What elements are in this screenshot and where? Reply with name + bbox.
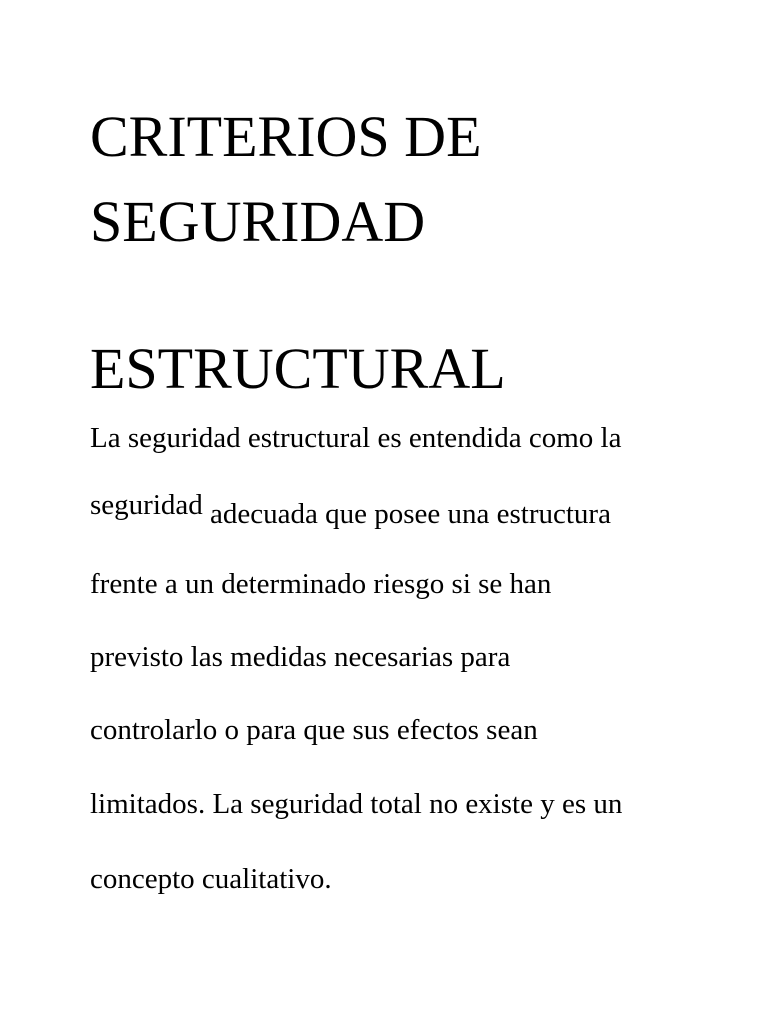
paragraph-line-3: frente a un determinado riesgo si se han xyxy=(90,568,552,600)
title-line-2: SEGURIDAD xyxy=(90,189,426,254)
title-line-3: ESTRUCTURAL xyxy=(90,336,506,401)
paragraph-line-2-start: seguridad xyxy=(90,489,203,521)
paragraph-line-2 xyxy=(90,489,611,530)
paragraph-line-6: limitados. La seguridad total no existe y es un xyxy=(90,788,623,820)
paragraph-line-7: concepto cualitativo. xyxy=(90,863,332,895)
paragraph-line-2-rest: adecuada que posee una estructura xyxy=(210,498,611,530)
title-line-1: CRITERIOS DE xyxy=(90,104,482,169)
paragraph-line-4: previsto las medidas necesarias para xyxy=(90,641,511,673)
paragraph-line-5: controlarlo o para que sus efectos sean xyxy=(90,714,538,746)
paragraph-line-1: La seguridad estructural es entendida como la xyxy=(90,422,622,454)
